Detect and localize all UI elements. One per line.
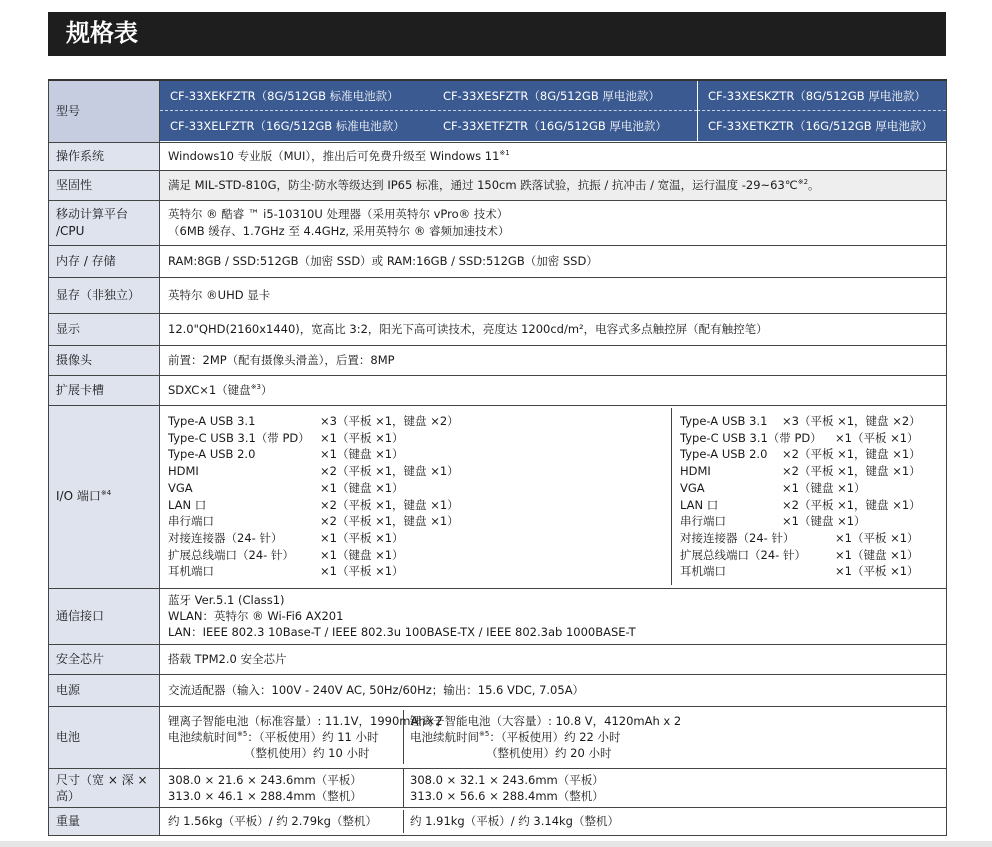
page-footer-band <box>0 841 992 847</box>
spec-row-models <box>49 80 947 142</box>
label-models: 型号 <box>49 80 160 142</box>
value-power: 交流适配器（输入：100V - 240V AC, 50Hz/60Hz；输出：15.6 VDC, 7.05A） <box>160 674 947 706</box>
value-comm: 蓝牙 Ver.5.1 (Class1) WLAN：英特尔 ® Wi-Fi6 AX201 LAN：IEEE 802.3 10Base-T / IEEE 802.3u 100BASE-TX / IEEE 802.3ab 1000BASE-T <box>160 588 947 644</box>
io-port-qty: ×1（键盘 ×1） <box>782 480 866 495</box>
io-port-row <box>680 513 946 530</box>
model-1: CF-33XEKFZTR（8G/512GB 标准电池款） <box>160 81 433 111</box>
spec-row-display <box>49 313 947 345</box>
value-slot: SDXC×1（键盘$^{※3}$） <box>160 375 947 405</box>
spec-row-os <box>49 142 947 170</box>
label-size: 尺寸（宽 × 深 × 高） <box>49 768 160 807</box>
label-weight: 重量 <box>49 807 160 835</box>
io-list-thick <box>672 408 946 585</box>
weight-large: 约 1.91kg（平板）/ 约 3.14kg（整机） <box>410 814 619 829</box>
model-6: CF-33XETKZTR（16G/512GB 厚电池款） <box>697 111 947 141</box>
io-port-qty: ×1（键盘 ×1） <box>320 547 404 562</box>
weight-standard: 约 1.56kg（平板）/ 约 2.79kg（整机） <box>160 810 404 832</box>
value-camera: 前置：2MP（配有摄像头滑盖），后置：8MP <box>160 345 947 375</box>
label-comm: 通信接口 <box>49 588 160 644</box>
model-grid <box>160 81 946 141</box>
value-os: Windows10 专业版（MUI），推出后可免费升级至 Windows 11$^{※1}$ <box>160 142 947 170</box>
footnote-3: ※3 <box>250 383 262 392</box>
io-list-standard <box>160 408 672 585</box>
io-port-name: VGA <box>680 480 705 495</box>
spec-row-rugged <box>49 170 947 200</box>
io-port-row <box>168 430 671 447</box>
io-port-row <box>680 463 946 480</box>
value-memory: RAM:8GB / SSD:512GB（加密 SSD）或 RAM:16GB / SSD:512GB（加密 SSD） <box>160 245 947 277</box>
model-4: CF-33XELFZTR（16G/512GB 标准电池款） <box>170 119 405 134</box>
battery-standard: 锂离子智能电池（标准容量）: 11.1V，1990mAh×2 电池续航时间$^{※5}$：（平板使用）约 11 小时 （整机使用）约 10 小时 <box>160 710 404 765</box>
io-port-row <box>168 497 671 514</box>
spec-row-comm <box>49 588 947 644</box>
io-port-qty: ×1（平板 ×1） <box>320 530 404 545</box>
io-port-name: Type-C USB 3.1（带 PD） <box>168 430 310 445</box>
model-5: CF-33XETFZTR（16G/512GB 厚电池款） <box>443 119 667 134</box>
io-port-name: HDMI <box>680 464 711 479</box>
io-port-qty: ×1（平板 ×1） <box>835 564 919 579</box>
io-port-row <box>168 446 671 463</box>
io-port-qty: ×1（键盘 ×1） <box>320 480 404 495</box>
io-port-name: Type-A USB 3.1 <box>168 413 256 428</box>
label-io: I/O 端口$^{※4}$ <box>49 405 160 588</box>
battery-large: 锂离子智能电池（大容量）: 10.8 V，4120mAh x 2 电池续航时间$^{※5}$：（平板使用）约 22 小时 （整机使用）约 20 小时 <box>410 713 682 761</box>
model-2: CF-33XESFZTR（8G/512GB 厚电池款） <box>433 81 697 111</box>
spec-row-memory <box>49 245 947 277</box>
spec-row-io <box>49 405 947 588</box>
footnote-5: ※5 <box>237 730 248 739</box>
value-size <box>160 768 947 807</box>
label-memory: 内存 / 存储 <box>49 245 160 277</box>
io-port-row <box>680 547 946 564</box>
io-port-qty: ×3（平板 ×1，键盘 ×2） <box>320 413 459 428</box>
io-port-qty: ×1（平板 ×1） <box>835 430 919 445</box>
spec-row-camera <box>49 345 947 375</box>
spec-row-slot <box>49 375 947 405</box>
io-port-row <box>168 530 671 547</box>
io-port-row <box>168 563 671 580</box>
io-port-row <box>680 530 946 547</box>
io-port-qty: ×2（平板 ×1，键盘 ×1） <box>320 464 459 479</box>
io-port-row <box>680 430 946 447</box>
spec-row-security <box>49 644 947 674</box>
label-battery: 电池 <box>49 706 160 768</box>
io-port-name: Type-C USB 3.1（带 PD） <box>680 430 822 445</box>
value-battery <box>160 706 947 768</box>
title-bar <box>48 12 946 56</box>
io-columns <box>160 408 946 585</box>
io-port-qty: ×1（键盘 ×1） <box>320 447 404 462</box>
spec-row-size <box>49 768 947 807</box>
footnote-5b: ※5 <box>479 730 490 739</box>
io-port-row <box>168 413 671 430</box>
io-port-qty: ×2（平板 ×1，键盘 ×1） <box>320 497 459 512</box>
io-port-row <box>680 446 946 463</box>
spec-table <box>48 79 947 836</box>
spec-row-weight <box>49 807 947 835</box>
io-port-name: 对接连接器（24- 针） <box>168 530 283 545</box>
footnote-1: ※1 <box>499 149 510 158</box>
value-security: 搭载 TPM2.0 安全芯片 <box>160 644 947 674</box>
label-security: 安全芯片 <box>49 644 160 674</box>
io-port-row <box>168 463 671 480</box>
io-port-row <box>168 547 671 564</box>
io-port-qty: ×1（平板 ×1） <box>835 530 919 545</box>
io-port-name: 扩展总线端口（24- 针） <box>680 547 806 562</box>
io-port-name: 串行端口 <box>168 514 214 529</box>
io-port-name: 串行端口 <box>680 514 726 529</box>
size-large: 308.0 × 32.1 × 243.6mm（平板） 313.0 × 56.6 × 288.4mm（整机） <box>410 772 604 803</box>
value-display: 12.0"QHD(2160x1440)，宽高比 3:2，阳光下高可读技术，亮度达 1200cd/m²，电容式多点触控屏（配有触控笔） <box>160 313 947 345</box>
page-title: 规格表 <box>66 19 138 47</box>
io-port-qty: ×1（键盘 ×1） <box>782 514 866 529</box>
io-port-name: HDMI <box>168 464 199 479</box>
io-port-row <box>680 480 946 497</box>
io-port-name: 耳机端口 <box>168 564 214 579</box>
size-standard: 308.0 × 21.6 × 243.6mm（平板） 313.0 × 46.1 × 288.4mm（整机） <box>160 769 404 807</box>
model-3: CF-33XESKZTR（8G/512GB 厚电池款） <box>697 81 947 111</box>
label-display: 显示 <box>49 313 160 345</box>
footnote-2: ※2 <box>797 178 809 187</box>
spec-row-gpu <box>49 277 947 313</box>
label-gpu: 显存（非独立） <box>49 277 160 313</box>
io-port-row <box>168 513 671 530</box>
io-port-qty: ×3（平板 ×1，键盘 ×2） <box>782 413 921 428</box>
io-port-row <box>168 480 671 497</box>
io-port-qty: ×2（平板 ×1，键盘 ×1） <box>320 514 459 529</box>
spec-row-power <box>49 674 947 706</box>
io-port-qty: ×1（平板 ×1） <box>320 564 404 579</box>
value-weight <box>160 807 947 835</box>
label-cpu: 移动计算平台 /CPU <box>49 200 160 245</box>
io-port-qty: ×2（平板 ×1，键盘 ×1） <box>782 464 921 479</box>
io-port-qty: ×2（平板 ×1，键盘 ×1） <box>782 497 921 512</box>
io-port-name: Type-A USB 2.0 <box>168 447 256 462</box>
label-rugged: 坚固性 <box>49 170 160 200</box>
value-gpu: 英特尔 ®UHD 显卡 <box>160 277 947 313</box>
io-port-name: VGA <box>168 480 193 495</box>
label-power: 电源 <box>49 674 160 706</box>
io-port-name: 耳机端口 <box>680 564 726 579</box>
io-port-name: 扩展总线端口（24- 针） <box>168 547 294 562</box>
io-port-name: 对接连接器（24- 针） <box>680 530 795 545</box>
io-port-row <box>680 413 946 430</box>
io-port-qty: ×2（平板 ×1，键盘 ×1） <box>782 447 921 462</box>
io-port-qty: ×1（平板 ×1） <box>320 430 404 445</box>
label-slot: 扩展卡槽 <box>49 375 160 405</box>
spec-row-cpu <box>49 200 947 245</box>
io-port-row <box>680 497 946 514</box>
io-port-qty: ×1（键盘 ×1） <box>835 547 919 562</box>
io-port-name: Type-A USB 2.0 <box>680 447 768 462</box>
io-port-name: Type-A USB 3.1 <box>680 413 768 428</box>
value-cpu: 英特尔 ® 酷睿 ™ i5-10310U 处理器（采用英特尔 vPro® 技术） （6MB 缓存、1.7GHz 至 4.4GHz, 采用英特尔 ® 睿频加速技术） <box>160 200 947 245</box>
value-io <box>160 405 947 588</box>
footnote-4: ※4 <box>100 489 112 498</box>
label-camera: 摄像头 <box>49 345 160 375</box>
io-port-row <box>680 563 946 580</box>
spec-row-battery <box>49 706 947 768</box>
label-os: 操作系统 <box>49 142 160 170</box>
value-rugged: 满足 MIL-STD-810G，防尘·防水等级达到 IP65 标准，通过 150cm 跌落试验，抗振 / 抗冲击 / 宽温，运行温度 -29~63℃$^{※2}$。 <box>160 170 947 200</box>
models-cell <box>160 80 947 142</box>
io-port-name: LAN 口 <box>680 497 719 512</box>
io-port-name: LAN 口 <box>168 497 207 512</box>
